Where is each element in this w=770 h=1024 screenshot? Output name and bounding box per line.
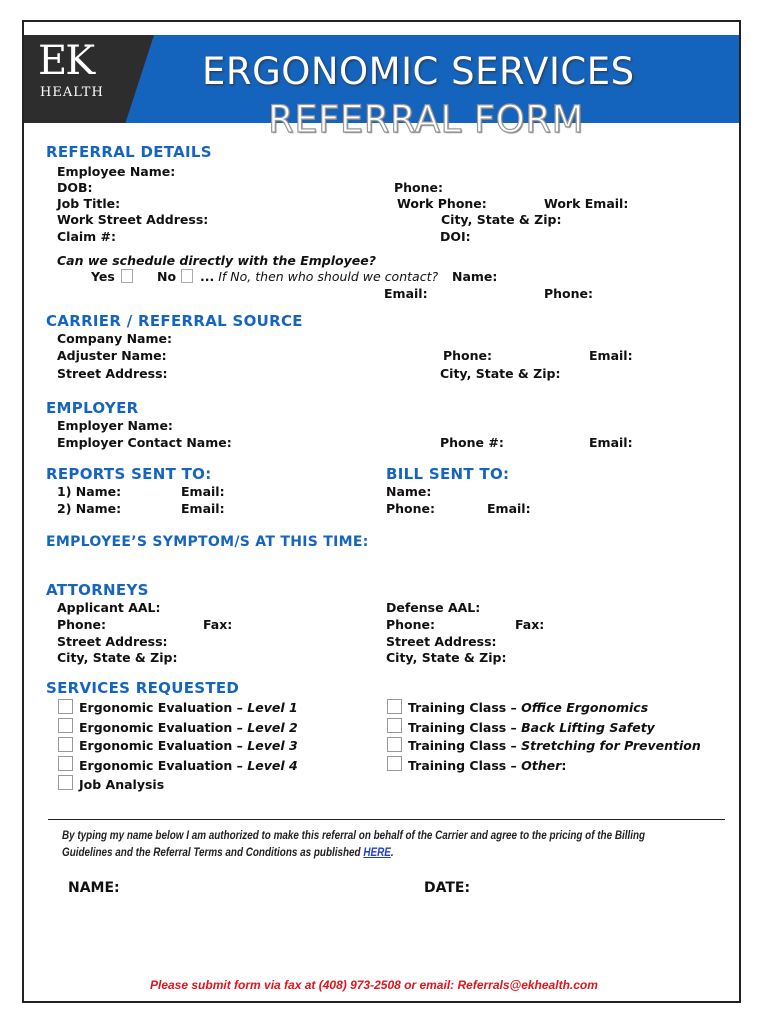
service-checkbox-level2[interactable] <box>58 718 73 733</box>
service-checkbox-level3[interactable] <box>58 737 73 752</box>
form-title-line2: REFERRAL FORM <box>268 98 584 141</box>
employee-name-label: Employee Name: <box>57 164 176 179</box>
service-office-ergonomics: Training Class – Office Ergonomics <box>408 700 649 715</box>
employer-name-label: Employer Name: <box>57 418 173 433</box>
adjuster-name-label: Adjuster Name: <box>57 348 167 363</box>
employer-email-label: Email: <box>589 435 633 450</box>
company-name-label: Company Name: <box>57 331 172 346</box>
here-link[interactable]: HERE <box>363 847 391 859</box>
defense-fax-label: Fax: <box>515 617 545 632</box>
service-level3: Ergonomic Evaluation – Level 3 <box>79 738 298 753</box>
applicant-fax-label: Fax: <box>203 617 233 632</box>
attorneys-heading: ATTORNEYS <box>46 581 149 599</box>
service-level1: Ergonomic Evaluation – Level 1 <box>79 700 298 715</box>
reports-heading: REPORTS SENT TO: <box>46 465 212 483</box>
service-checkbox-other[interactable] <box>387 756 402 771</box>
service-checkbox-job-analysis[interactable] <box>58 775 73 790</box>
signature-date-label: DATE: <box>424 880 471 896</box>
service-level4: Ergonomic Evaluation – Level 4 <box>79 758 298 773</box>
bill-email-label: Email: <box>487 501 531 516</box>
doi-label: DOI: <box>440 229 471 244</box>
carrier-heading: CARRIER / REFERRAL SOURCE <box>46 312 303 330</box>
service-checkbox-back[interactable] <box>387 718 402 733</box>
contact-phone-label: Phone: <box>544 286 594 301</box>
employer-contact-label: Employer Contact Name: <box>57 435 232 450</box>
yes-label: Yes <box>91 269 115 284</box>
applicant-city-label: City, State & Zip: <box>57 650 178 665</box>
defense-street-label: Street Address: <box>386 634 497 649</box>
service-checkbox-stretching[interactable] <box>387 737 402 752</box>
work-email-label: Work Email: <box>544 196 629 211</box>
claim-label: Claim #: <box>57 229 117 244</box>
service-job-analysis: Job Analysis <box>79 777 165 792</box>
applicant-aal-label: Applicant AAL: <box>57 600 161 615</box>
service-level2: Ergonomic Evaluation – Level 2 <box>79 720 298 735</box>
applicant-street-label: Street Address: <box>57 634 168 649</box>
employer-phone-label: Phone #: <box>440 435 504 450</box>
dob-label: DOB: <box>57 180 93 195</box>
carrier-email-label: Email: <box>589 348 633 363</box>
contact-email-label: Email: <box>384 286 428 301</box>
bill-phone-label: Phone: <box>386 501 436 516</box>
report-email-1-label: Email: <box>181 484 225 499</box>
agreement-line1: By typing my name below I am authorized to make this referral on behalf of the Carrier and agree to the pricing of the Billing <box>62 830 646 842</box>
carrier-street-label: Street Address: <box>57 366 168 381</box>
report-name-1-label: 1) Name: <box>57 484 122 499</box>
if-no-text: ... If No, then who should we contact? <box>200 269 439 284</box>
work-city-label: City, State & Zip: <box>441 212 562 227</box>
defense-phone-label: Phone: <box>386 617 436 632</box>
contact-name-label: Name: <box>452 269 498 284</box>
referral-heading: REFERRAL DETAILS <box>46 143 212 161</box>
service-stretching: Training Class – Stretching for Prevention <box>408 738 701 753</box>
service-other: Training Class – Other: <box>408 758 567 773</box>
service-checkbox-level1[interactable] <box>58 699 73 714</box>
job-title-label: Job Title: <box>57 196 121 211</box>
defense-aal-label: Defense AAL: <box>386 600 481 615</box>
work-phone-label: Work Phone: <box>397 196 487 211</box>
work-street-label: Work Street Address: <box>57 212 209 227</box>
report-name-2-label: 2) Name: <box>57 501 122 516</box>
applicant-phone-label: Phone: <box>57 617 107 632</box>
report-email-2-label: Email: <box>181 501 225 516</box>
signature-name-label: NAME: <box>68 880 120 896</box>
footer-instructions: Please submit form via fax at (408) 973-2508 or email: Referrals@ekhealth.com <box>150 978 598 992</box>
service-checkbox-level4[interactable] <box>58 756 73 771</box>
employer-heading: EMPLOYER <box>46 399 139 417</box>
form-title-line1: ERGONOMIC SERVICES <box>202 50 635 93</box>
bill-heading: BILL SENT TO: <box>386 465 510 483</box>
logo-text: EK <box>38 38 94 84</box>
no-label: No <box>157 269 177 284</box>
services-heading: SERVICES REQUESTED <box>46 679 240 697</box>
no-checkbox[interactable] <box>181 269 193 283</box>
symptoms-heading: EMPLOYEE’S SYMPTOM/S AT THIS TIME: <box>46 534 369 550</box>
service-checkbox-office[interactable] <box>387 699 402 714</box>
defense-city-label: City, State & Zip: <box>386 650 507 665</box>
yes-checkbox[interactable] <box>121 269 133 283</box>
divider-line <box>48 819 725 820</box>
bill-name-label: Name: <box>386 484 432 499</box>
service-back-lifting: Training Class – Back Lifting Safety <box>408 720 655 735</box>
schedule-question: Can we schedule directly with the Employee? <box>57 253 376 268</box>
agreement-line2: Guidelines and the Referral Terms and Conditions as published HERE. <box>62 847 394 859</box>
carrier-phone-label: Phone: <box>443 348 493 363</box>
phone-label: Phone: <box>394 180 444 195</box>
logo-subtext: HEALTH <box>40 85 104 100</box>
carrier-city-label: City, State & Zip: <box>440 366 561 381</box>
